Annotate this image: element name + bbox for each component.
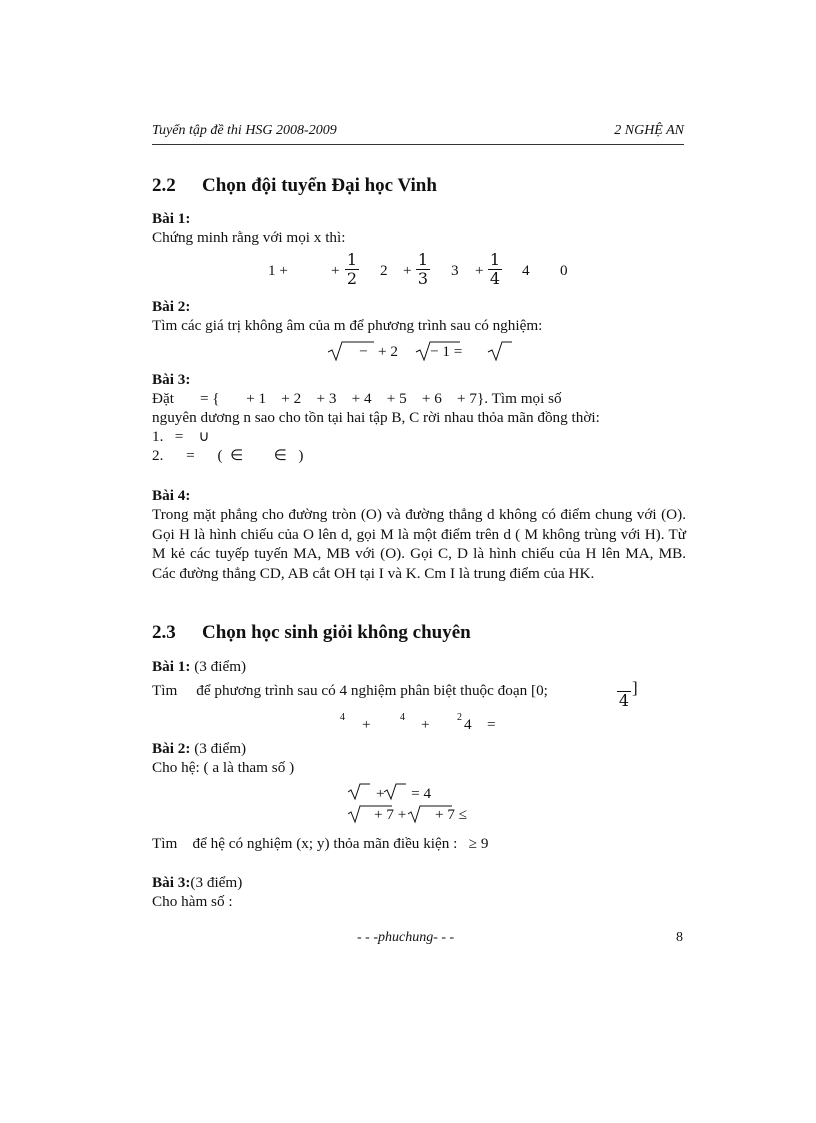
problem-text: Tìm các giá trị không âm của m để phương trình sau có nghiệm: <box>152 317 543 334</box>
header-title: Tuyển tập đề thi HSG 2008-2009 <box>152 123 337 138</box>
section-heading <box>152 622 471 644</box>
problem-text: Cho hàm số : <box>152 893 233 910</box>
problem-label: Bài 3:(3 điểm) <box>152 874 243 891</box>
section-title: Chọn đội tuyển Đại học Vinh <box>202 175 437 196</box>
problem-text: Cho hệ: ( a là tham số ) <box>152 759 295 776</box>
problem-text: nguyên dương n sao cho tồn tại hai tập B, C rời nhau thỏa mãn đồng thời: <box>152 409 600 426</box>
header-rule <box>152 144 684 145</box>
fraction: 1 3 <box>417 250 429 288</box>
section-heading <box>152 175 437 197</box>
footer-author: - - -phuchung- - - <box>357 930 455 945</box>
problem-label: Bài 2: (3 điểm) <box>152 740 247 757</box>
condition-1: 1. = ∪ <box>152 428 210 445</box>
fraction: 1 2 <box>346 250 358 288</box>
formula-part: + 2 <box>378 343 398 360</box>
running-header <box>152 120 684 142</box>
radical-formula <box>328 340 518 364</box>
problem-text: Đặt = { + 1 + 2 + 3 + 4 + 5 + 6 + 7}. Tìm mọi số <box>152 390 562 407</box>
formula-part: − 1 = <box>430 343 463 360</box>
section-number: 2.2 <box>152 175 176 196</box>
formula-part: − <box>359 343 368 360</box>
problem-label: Bài 1: (3 điểm) <box>152 658 247 675</box>
problem-label: Bài 4: <box>152 487 191 504</box>
fraction: 1 4 <box>489 250 501 288</box>
problem-text: Chứng minh rằng với mọi x thì: <box>152 229 346 246</box>
section-number: 2.3 <box>152 622 176 643</box>
problem-text: Tìm để phương trình sau có 4 nghiệm phân biệt thuộc đoạn [0; <box>152 682 548 699</box>
system-equation-2: + 7 + <box>374 806 407 823</box>
problem-text: Tìm để hệ có nghiệm (x; y) thỏa mãn điều kiện : ≥ 9 <box>152 835 489 852</box>
problem-label: Bài 3: <box>152 371 191 388</box>
system-equation-1: + = 4 <box>376 785 432 802</box>
system-equation-2: + 7 ≤ <box>435 806 468 823</box>
section-title: Chọn học sinh giỏi không chuyên <box>202 622 471 643</box>
page-number: 8 <box>676 930 683 945</box>
problem-text: Trong mặt phẳng cho đường tròn (O) và đường thẳng d không có điểm chung với (O). Gọi H là hình chiếu của O lên d, gọi M là một điểm trên d ( M không trùng với H). Từ M kẻ các tuyếp tuyến MA, MB với (O). Gọi C, D là hình chiếu của H lên MA, MB. Các đường thẳng CD, AB cắt OH tại I và K. Cm I là trung điểm của HK. <box>152 506 686 582</box>
bracket: ] <box>632 678 638 697</box>
document-page: Tuyển tập đề thi HSG 2008-2009 2 NGHỆ AN 2.2 Chọn đội tuyển Đại học Vinh Bài 1: Chứng minh rằng với mọi x thì: 1 + + 1 2 2 + 1 3 3 + 1 4 4 0 Bài 2: Tìm các giá trị không âm của m để phương trình sau có nghiệm: − + 2 − 1 = Bài 3: Đặt = { + 1 + 2 + 3 + 4 + 5 + 6 + 7}. Tìm mọi số nguyên dương n sao cho tồn tại hai tập B, C rời nhau thỏa mãn đồng thời: 1. = ∪ 2. = ( ∈ ∈ ) Bài 4: Trong mặt phẳng cho đường tròn (O) và đường thẳng d không có điểm chung với (O). Gọi H là hình chiếu của O lên d, gọi M là một điểm trên d ( M không trùng với H). Từ M kẻ các tuyếp tuyến MA, MB với (O). Gọi C, D là hình chiếu của H lên MA, MB. Các đường thẳng CD, AB cắt OH tại I và K. Cm I là trung điểm của HK. 2.3 Chọn học sinh giỏi không chuyên Bài 1: (3 điểm) Tìm để phương trình sau có 4 nghiệm phân biệt thuộc đoạn [0; 4 ] 4 + 4 + 2 4 = Bài 2: (3 điểm) Cho hệ: ( a là tham số ) + = 4 + 7 + + 7 ≤ Tìm để hệ có nghiệm (x; y) thỏa mãn điều kiện : ≥ 9 Bài 3:(3 điểm) Cho hàm số : - - -phuchung- - - 8 <box>0 0 816 1123</box>
fraction: 4 <box>618 691 630 710</box>
problem-label: Bài 1: <box>152 210 191 227</box>
header-chapter: 2 NGHỆ AN <box>614 123 684 138</box>
condition-2: 2. = ( ∈ ∈ ) <box>152 447 304 464</box>
problem-label: Bài 2: <box>152 298 191 315</box>
